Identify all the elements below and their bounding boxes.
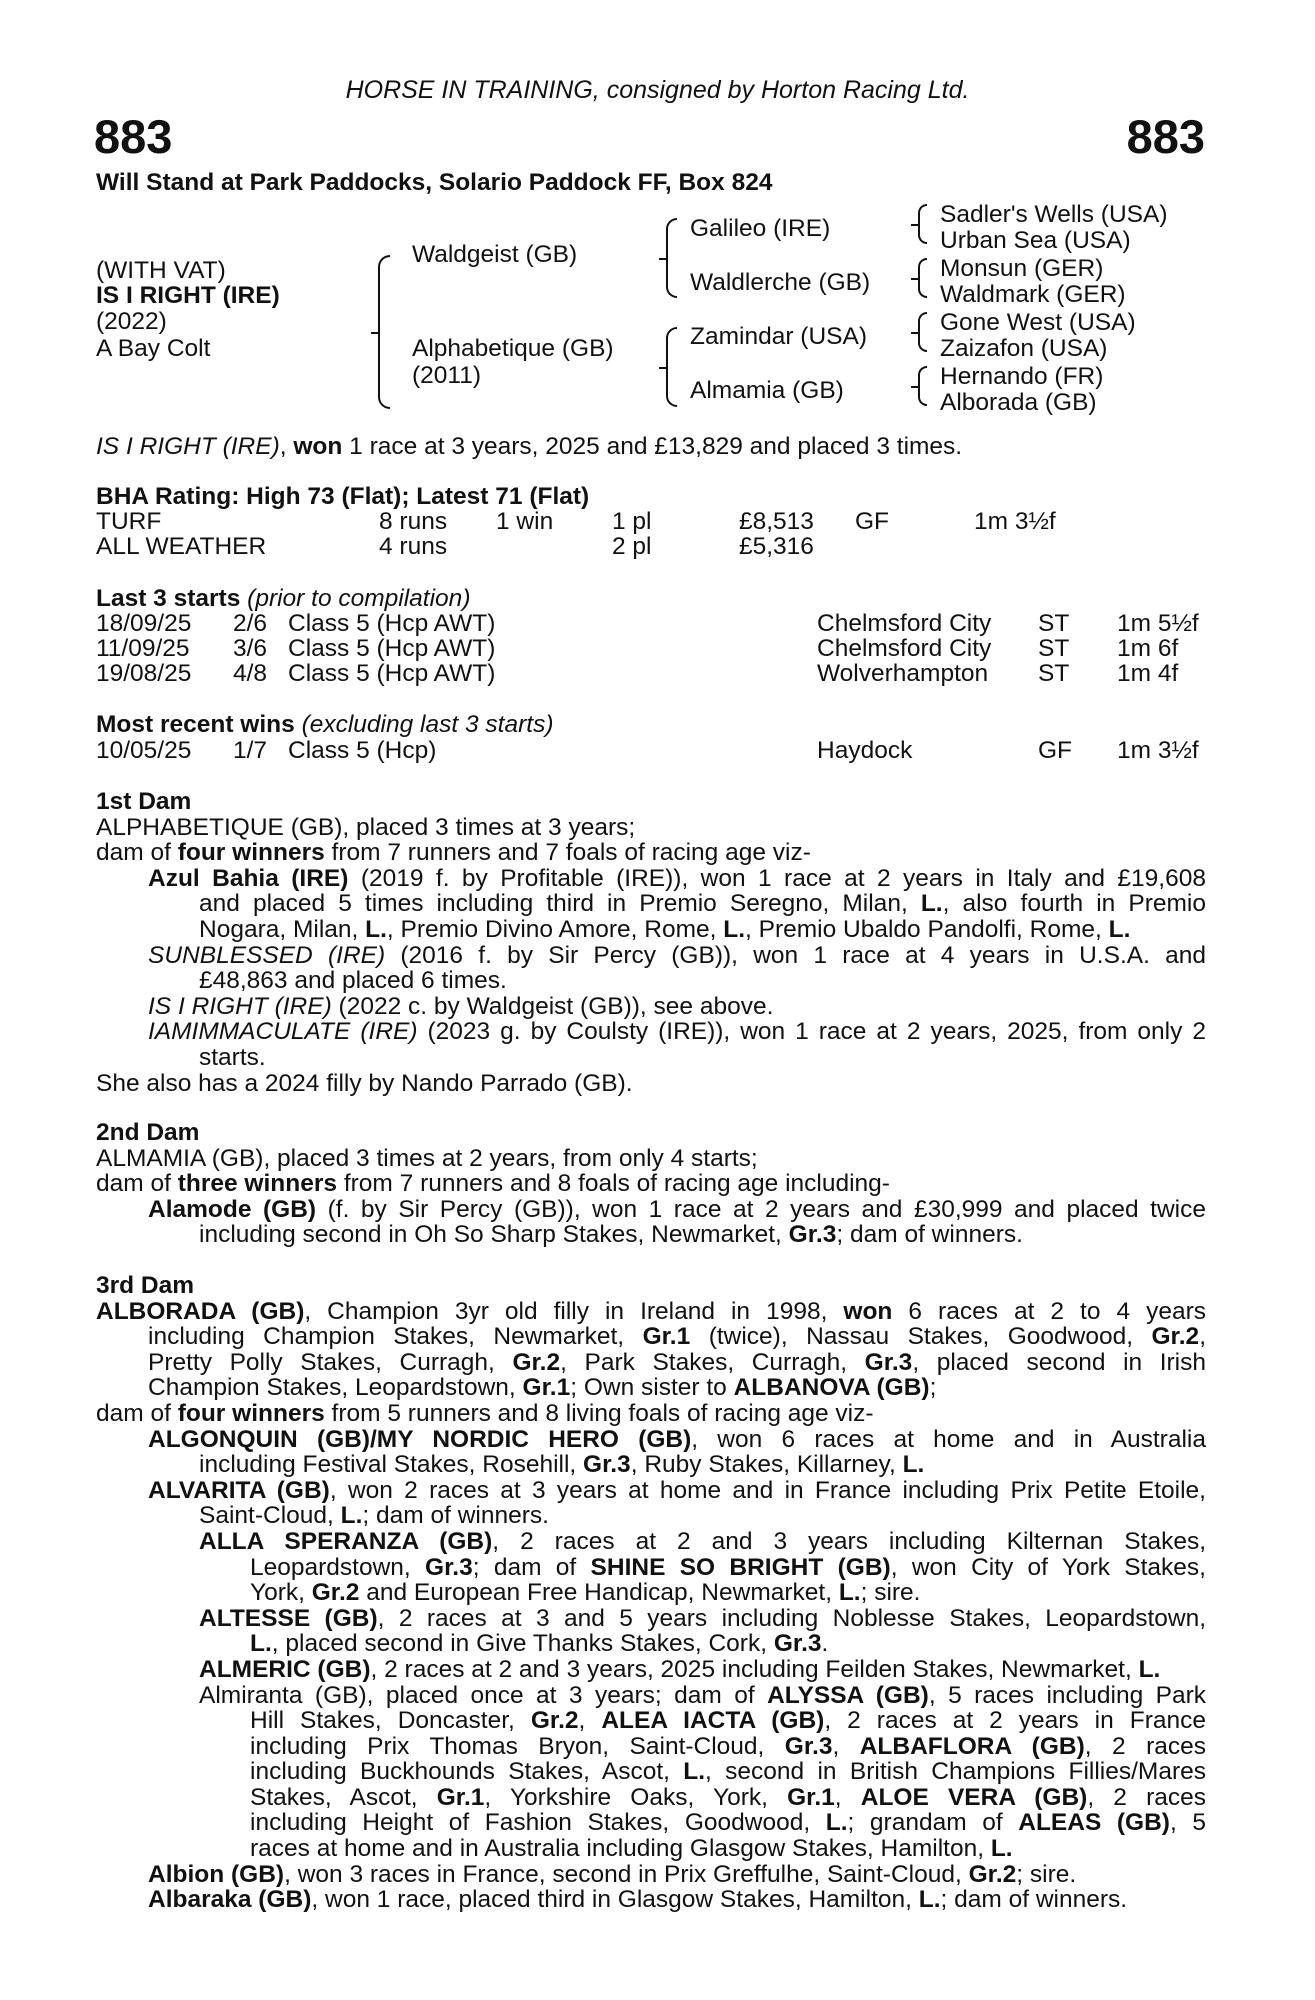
rating-surface: ALL WEATHER	[96, 533, 267, 560]
pedigree-gg-8: Alborada (GB)	[940, 389, 1097, 416]
progeny-almiranta-2: Hill Stakes, Doncaster, Gr.2, ALEA IACTA (GB), 2 races at 2 years in France	[250, 1708, 1206, 1734]
horse-name: IS I RIGHT (IRE)	[96, 282, 280, 309]
summary-rest: 1 race at 3 years, 2025 and £13,829 and placed 3 times.	[342, 433, 963, 460]
start-pos: 4/8	[233, 660, 268, 687]
vat-note: (WITH VAT)	[96, 257, 226, 284]
summary-name: IS I RIGHT (IRE)	[96, 433, 280, 460]
progeny-almiranta-5: Stakes, Ascot, Gr.1, Yorkshire Oaks, York, Gr.1, ALOE VERA (GB), 2 races	[250, 1784, 1206, 1811]
progeny-alvarita-2: Saint-Cloud, L.; dam of winners.	[199, 1502, 549, 1530]
rating-money: £5,316	[739, 533, 814, 560]
pedigree-sire-dam: Waldlerche (GB)	[690, 269, 871, 296]
first-dam-also: She also has a 2024 filly by Nando Parrado (GB).	[96, 1069, 633, 1097]
rating-going: GF	[855, 508, 890, 535]
progeny-alamode-1: Alamode (GB) (f. by Sir Percy (GB)), won 1 race at 2 years and £30,999 and placed twice	[148, 1196, 1206, 1223]
start-course: Chelmsford City	[817, 610, 992, 637]
pedigree-sire-sire: Galileo (IRE)	[690, 215, 831, 242]
start-race: Class 5 (Hcp AWT)	[288, 635, 496, 662]
start-distance: 1m 4f	[1117, 660, 1179, 687]
alborada-2: including Champion Stakes, Newmarket, Gr.1 (twice), Nassau Stakes, Goodwood, Gr.2,	[148, 1324, 1206, 1350]
pedigree-gg-1: Sadler's Wells (USA)	[940, 201, 1168, 228]
progeny-almiranta-4: including Buckhounds Stakes, Ascot, L., second in British Champions Fillies/Mares	[250, 1759, 1206, 1785]
start-course: Chelmsford City	[817, 635, 992, 662]
progeny-albion: Albion (GB), won 3 races in France, second in Prix Greffulhe, Saint-Cloud, Gr.2; sire.	[148, 1860, 1077, 1888]
third-dam-section	[96, 1273, 1206, 1913]
second-dam-section	[96, 1120, 1206, 1248]
start-distance: 1m 5½f	[1117, 610, 1199, 637]
progeny-azul-3: Nogara, Milan, L., Premio Divino Amore, Rome, L., Premio Ubaldo Pandolfi, Rome, L.	[199, 915, 1131, 943]
win-going: GF	[1038, 737, 1073, 764]
horse-year: (2022)	[96, 308, 167, 335]
rating-distance: 1m 3½f	[974, 508, 1056, 535]
pedigree-brace-main	[378, 255, 390, 409]
stand-location: Will Stand at Park Paddocks, Solario Paddock FF, Box 824	[96, 169, 773, 196]
start-pos: 2/6	[233, 610, 268, 637]
start-going: ST	[1038, 635, 1070, 662]
rating-placed: 2 pl	[612, 533, 652, 560]
progeny-alla-1: ALLA SPERANZA (GB), 2 races at 2 and 3 years including Kilternan Stakes,	[199, 1528, 1206, 1555]
progeny-almeric: ALMERIC (GB), 2 races at 2 and 3 years, 2025 including Feilden Stakes, Newmarket, L.	[199, 1655, 1161, 1683]
progeny-almiranta-3: including Prix Thomas Bryon, Saint-Cloud, Gr.3, ALBAFLORA (GB), 2 races	[250, 1733, 1206, 1760]
start-date: 19/08/25	[96, 660, 192, 687]
pedigree-brace-dam	[666, 327, 677, 407]
horse-description: A Bay Colt	[96, 335, 211, 362]
rating-placed: 1 pl	[612, 508, 652, 535]
pedigree-dam: Alphabetique (GB)	[412, 335, 614, 362]
start-date: 18/09/25	[96, 610, 192, 637]
rating-runs: 8 runs	[379, 508, 448, 535]
progeny-algonquin-2: including Festival Stakes, Rosehill, Gr.3, Ruby Stakes, Killarney, L.	[199, 1451, 925, 1479]
pedigree-brace-gg2	[918, 258, 927, 298]
start-race: Class 5 (Hcp AWT)	[288, 660, 496, 687]
progeny-sunblessed-1: SUNBLESSED (IRE) (2016 f. by Sir Percy (GB)), won 1 race at 4 years in U.S.A. and	[148, 942, 1206, 969]
win-distance: 1m 3½f	[1117, 737, 1199, 764]
rating-surface: TURF	[96, 508, 162, 535]
lot-number-right: 883	[1126, 110, 1205, 163]
pedigree-dam-dam: Almamia (GB)	[690, 377, 844, 404]
second-dam-progeny-intro: dam of three winners from 7 runners and 8 foals of racing age including-	[96, 1170, 890, 1198]
first-dam-heading: 1st Dam	[96, 788, 192, 815]
progeny-isiright: IS I RIGHT (IRE) (2022 c. by Waldgeist (GB)), see above.	[148, 992, 774, 1020]
start-course: Wolverhampton	[817, 660, 989, 687]
start-date: 11/09/25	[96, 635, 190, 662]
progeny-iamimmaculate-2: starts.	[199, 1043, 266, 1071]
progeny-albaraka: Albaraka (GB), won 1 race, placed third in Glasgow Stakes, Hamilton, L.; dam of winners.	[148, 1886, 1128, 1914]
consignment-header: HORSE IN TRAINING, consigned by Horton Racing Ltd.	[345, 76, 970, 104]
start-race: Class 5 (Hcp AWT)	[288, 610, 496, 637]
alborada-4: Champion Stakes, Leopardstown, Gr.1; Own sister to ALBANOVA (GB);	[148, 1374, 937, 1402]
progeny-alla-3: York, Gr.2 and European Free Handicap, Newmarket, L.; sire.	[250, 1579, 921, 1607]
progeny-sunblessed-2: £48,863 and placed 6 times.	[199, 967, 507, 995]
first-dam-progeny-intro: dam of four winners from 7 runners and 7 foals of racing age viz-	[96, 839, 811, 867]
recent-wins-note: (excluding last 3 starts)	[301, 711, 554, 738]
pedigree-gg-2: Urban Sea (USA)	[940, 227, 1131, 254]
race-summary: IS I RIGHT (IRE), won 1 race at 3 years, 2025 and £13,829 and placed 3 times.	[96, 433, 963, 460]
win-pos: 1/7	[233, 737, 268, 764]
win-race: Class 5 (Hcp)	[288, 737, 437, 764]
progeny-alamode-2: including second in Oh So Sharp Stakes, Newmarket, Gr.3; dam of winners.	[199, 1221, 1023, 1249]
recent-wins-title: Most recent wins	[96, 711, 295, 738]
first-dam-line: ALPHABETIQUE (GB), placed 3 times at 3 years;	[96, 813, 636, 841]
progeny-almiranta-6: including Height of Fashion Stakes, Goodwood, L.; grandam of ALEAS (GB), 5	[250, 1810, 1206, 1837]
pedigree-brace-sire	[666, 218, 677, 298]
rating-runs: 4 runs	[379, 533, 448, 560]
lot-number-left: 883	[94, 110, 173, 163]
win-date: 10/05/25	[96, 737, 192, 764]
progeny-alvarita-1: ALVARITA (GB), won 2 races at 3 years at home and in France including Prix Petite Etoile,	[148, 1477, 1206, 1504]
pedigree-dam-year: (2011)	[412, 362, 482, 389]
pedigree-dam-sire: Zamindar (USA)	[690, 323, 867, 350]
rating-money: £8,513	[739, 508, 814, 535]
start-going: ST	[1038, 660, 1070, 687]
progeny-azul-1: Azul Bahia (IRE) (2019 f. by Profitable (IRE)), won 1 race at 2 years in Italy and £19,608	[148, 865, 1206, 892]
last-starts-title: Last 3 starts	[96, 585, 241, 612]
win-course: Haydock	[817, 737, 913, 764]
start-distance: 1m 6f	[1117, 635, 1179, 662]
rating-wins: 1 win	[496, 508, 554, 535]
second-dam-line: ALMAMIA (GB), placed 3 times at 2 years, from only 4 starts;	[96, 1144, 758, 1172]
first-dam-section	[96, 789, 1206, 1096]
progeny-iamimmaculate-1: IAMIMMACULATE (IRE) (2023 g. by Coulsty (IRE)), won 1 race at 2 years, 2025, from only 2	[148, 1019, 1206, 1045]
third-dam-progeny-intro: dam of four winners from 5 runners and 8 living foals of racing age viz-	[96, 1399, 874, 1427]
start-pos: 3/6	[233, 635, 268, 662]
pedigree-gg-5: Gone West (USA)	[940, 309, 1136, 336]
pedigree-brace-gg1	[918, 204, 927, 244]
progeny-almiranta-1: Almiranta (GB), placed once at 3 years; dam of ALYSSA (GB), 5 races including Park	[199, 1682, 1206, 1709]
last-starts-note: (prior to compilation)	[247, 585, 471, 612]
pedigree-brace-gg4	[918, 366, 927, 406]
progeny-altesse-2: L., placed second in Give Thanks Stakes, Cork, Gr.3.	[250, 1630, 829, 1658]
pedigree-gg-4: Waldmark (GER)	[940, 281, 1126, 308]
progeny-azul-2: and placed 5 times including third in Premio Seregno, Milan, L., also fourth in Premio	[199, 891, 1206, 917]
progeny-algonquin-1: ALGONQUIN (GB)/MY NORDIC HERO (GB), won 6 races at home and in Australia	[148, 1426, 1206, 1453]
rating-heading: BHA Rating: High 73 (Flat); Latest 71 (Flat)	[96, 483, 590, 510]
pedigree-gg-3: Monsun (GER)	[940, 255, 1104, 282]
pedigree-brace-gg3	[918, 312, 927, 352]
progeny-alla-2: Leopardstown, Gr.3; dam of SHINE SO BRIGHT (GB), won City of York Stakes,	[250, 1554, 1206, 1581]
last-starts-heading	[96, 586, 470, 612]
pedigree-gg-6: Zaizafon (USA)	[940, 335, 1108, 362]
alborada-3: Pretty Polly Stakes, Curragh, Gr.2, Park Stakes, Curragh, Gr.3, placed second in Irish	[148, 1349, 1206, 1376]
third-dam-heading: 3rd Dam	[96, 1272, 195, 1299]
recent-wins-heading	[96, 712, 553, 738]
pedigree-gg-7: Hernando (FR)	[940, 363, 1104, 390]
start-going: ST	[1038, 610, 1070, 637]
progeny-almiranta-7: races at home and in Australia including Glasgow Stakes, Hamilton, L.	[250, 1835, 1013, 1863]
second-dam-heading: 2nd Dam	[96, 1119, 200, 1146]
progeny-altesse-1: ALTESSE (GB), 2 races at 3 and 5 years including Noblesse Stakes, Leopardstown,	[199, 1605, 1206, 1632]
summary-won: won	[293, 433, 343, 460]
pedigree-sire: Waldgeist (GB)	[412, 241, 578, 268]
alborada-1: ALBORADA (GB), Champion 3yr old filly in Ireland in 1998, won 6 races at 2 to 4 years	[96, 1298, 1206, 1325]
